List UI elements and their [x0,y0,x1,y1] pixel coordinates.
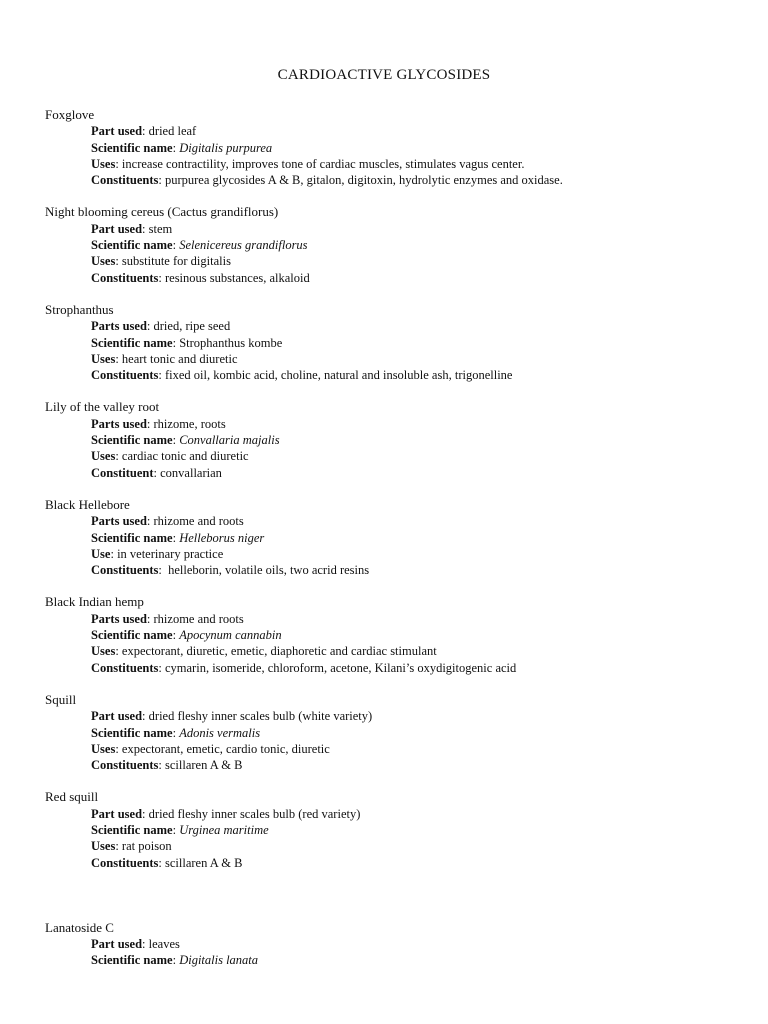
property-row [45,806,745,822]
property-row [45,546,745,562]
property-separator: : [146,514,154,529]
property-label: Constituents [91,855,159,870]
plant-entry [45,204,745,285]
property-label: Uses [91,254,116,269]
property-label: Scientific name [91,140,173,155]
property-separator: : [153,465,161,480]
property-separator: : [142,937,149,952]
property-label: Part used [91,806,143,821]
property-separator: : [158,270,165,285]
plant-entry [45,302,745,383]
property-row [45,838,745,854]
property-label: Uses [91,449,116,464]
property-value: helleborin, volatile oils, two acrid resins [168,563,370,578]
property-row [45,627,745,643]
property-value: substitute for digitalis [121,254,231,269]
property-value: dried leaf [148,124,197,139]
property-value: Adonis vermalis [179,725,261,740]
property-row [45,822,745,838]
plant-entry [45,497,745,578]
property-separator: : [158,660,165,675]
plant-name: Black Indian hemp [45,594,144,610]
property-value: Digitalis purpurea [179,140,273,155]
property-row [45,335,745,351]
property-row [45,643,745,659]
plant-entry [45,399,745,480]
property-separator: : [115,254,122,269]
property-row [45,416,745,432]
property-separator: : [142,124,149,139]
plant-name: Red squill [45,789,99,805]
property-separator: : [158,758,165,773]
property-separator: : [146,611,154,626]
property-value: Digitalis lanata [179,953,259,968]
property-label: Part used [91,709,143,724]
property-label: Uses [91,839,116,854]
property-label: Constituents [91,660,159,675]
property-value: Convallaria majalis [179,433,280,448]
plant-name: Lanatoside C [45,919,114,935]
property-row [45,367,745,383]
plant-entry [45,789,745,870]
property-row [45,123,745,139]
property-label: Scientific name [91,238,173,253]
property-value: fixed oil, kombic acid, choline, natural and insoluble ash, trigonelline [164,368,513,383]
property-label: Constituents [91,563,159,578]
property-label: Scientific name [91,628,173,643]
property-label: Constituents [91,758,159,773]
property-separator: : [142,806,149,821]
property-row [45,448,745,464]
property-separator: : [172,725,180,740]
property-label: Scientific name [91,822,173,837]
property-row [45,172,745,188]
plant-entry [45,107,745,188]
property-separator: : [172,953,180,968]
property-value: leaves [148,937,180,952]
plant-name: Black Hellebore [45,496,130,512]
property-label: Constituents [91,270,159,285]
property-row [45,741,745,757]
property-separator: : [142,221,149,236]
property-separator: : [115,839,122,854]
property-separator: : [172,530,180,545]
property-value: rhizome and roots [153,514,244,529]
property-value: cymarin, isomeride, chloroform, acetone, Kilani’s oxydigitogenic acid [164,660,517,675]
property-label: Use [91,546,111,561]
property-row [45,660,745,676]
property-value: Apocynum cannabin [179,628,282,643]
plant-name: Squill [45,691,77,707]
property-row [45,140,745,156]
property-row [45,952,745,968]
property-separator: : [172,335,180,350]
property-value: dried fleshy inner scales bulb (red variety) [148,806,361,821]
property-separator: : [158,855,165,870]
property-label: Constituent [91,465,154,480]
property-label: Part used [91,937,143,952]
property-separator: : [115,449,122,464]
property-separator: : [110,546,118,561]
property-value: Helleborus niger [179,530,265,545]
property-row [45,253,745,269]
property-value: Urginea maritime [179,822,269,837]
property-value: stem [148,221,173,236]
property-row [45,318,745,334]
property-row [45,757,745,773]
plant-entry [45,692,745,773]
property-separator: : [115,351,122,366]
property-separator: : [158,173,165,188]
property-value: scillaren A & B [164,855,243,870]
plant-entry [45,920,745,969]
property-label: Constituents [91,173,159,188]
property-label: Constituents [91,368,159,383]
property-row [45,221,745,237]
property-label: Uses [91,351,116,366]
property-label: Scientific name [91,953,173,968]
property-label: Uses [91,644,116,659]
property-value: Strophanthus kombe [179,335,283,350]
property-value: cardiac tonic and diuretic [121,449,249,464]
plant-entry [45,594,745,675]
property-separator: : [115,741,122,756]
property-separator: : [172,140,180,155]
property-row [45,465,745,481]
property-label: Parts used [91,611,147,626]
plant-name: Lily of the valley root [45,399,160,415]
property-label: Parts used [91,416,147,431]
property-separator: : [115,644,122,659]
property-separator: : [115,156,122,171]
property-value: expectorant, emetic, cardio tonic, diuretic [121,741,330,756]
property-value: dried, ripe seed [153,319,231,334]
property-row [45,156,745,172]
document-title: CARDIOACTIVE GLYCOSIDES [277,67,491,83]
property-label: Scientific name [91,530,173,545]
property-label: Parts used [91,319,147,334]
property-separator: : [146,416,154,431]
property-separator: : [146,319,154,334]
property-separator: : [142,709,149,724]
plant-name: Night blooming cereus (Cactus grandiflorus) [45,204,279,220]
property-row [45,432,745,448]
property-separator: : [172,628,180,643]
property-label: Parts used [91,514,147,529]
property-separator: : [172,433,180,448]
property-label: Uses [91,741,116,756]
property-row [45,562,745,578]
property-row [45,708,745,724]
property-separator: : [172,238,180,253]
property-value: expectorant, diuretic, emetic, diaphoretic and cardiac stimulant [121,644,437,659]
property-row [45,237,745,253]
property-row [45,530,745,546]
property-value: convallarian [160,465,222,480]
property-value: heart tonic and diuretic [121,351,238,366]
property-label: Scientific name [91,335,173,350]
property-value: rhizome, roots [153,416,226,431]
property-row [45,855,745,871]
property-label: Part used [91,221,143,236]
plant-name: Foxglove [45,107,95,122]
property-row [45,611,745,627]
property-label: Scientific name [91,725,173,740]
property-label: Uses [91,156,116,171]
property-row [45,351,745,367]
entry-list [45,107,745,985]
property-value: rhizome and roots [153,611,244,626]
property-label: Part used [91,124,143,139]
plant-name: Strophanthus [45,301,114,317]
property-separator: : [172,822,180,837]
property-value: rat poison [121,839,172,854]
property-value: in veterinary practice [117,546,224,561]
property-value: scillaren A & B [164,758,243,773]
property-value: resinous substances, alkaloid [164,270,310,285]
property-value: Selenicereus grandiflorus [179,238,308,253]
property-row [45,936,745,952]
property-separator: : [158,368,165,383]
property-row [45,513,745,529]
property-value: dried fleshy inner scales bulb (white variety) [148,709,373,724]
property-row [45,270,745,286]
property-label: Scientific name [91,433,173,448]
property-value: increase contractility, improves tone of cardiac muscles, stimulates vagus center. [121,156,525,171]
property-value: purpurea glycosides A & B, gitalon, digitoxin, hydrolytic enzymes and oxidase. [164,173,563,188]
property-separator: : [158,563,169,578]
property-row [45,725,745,741]
